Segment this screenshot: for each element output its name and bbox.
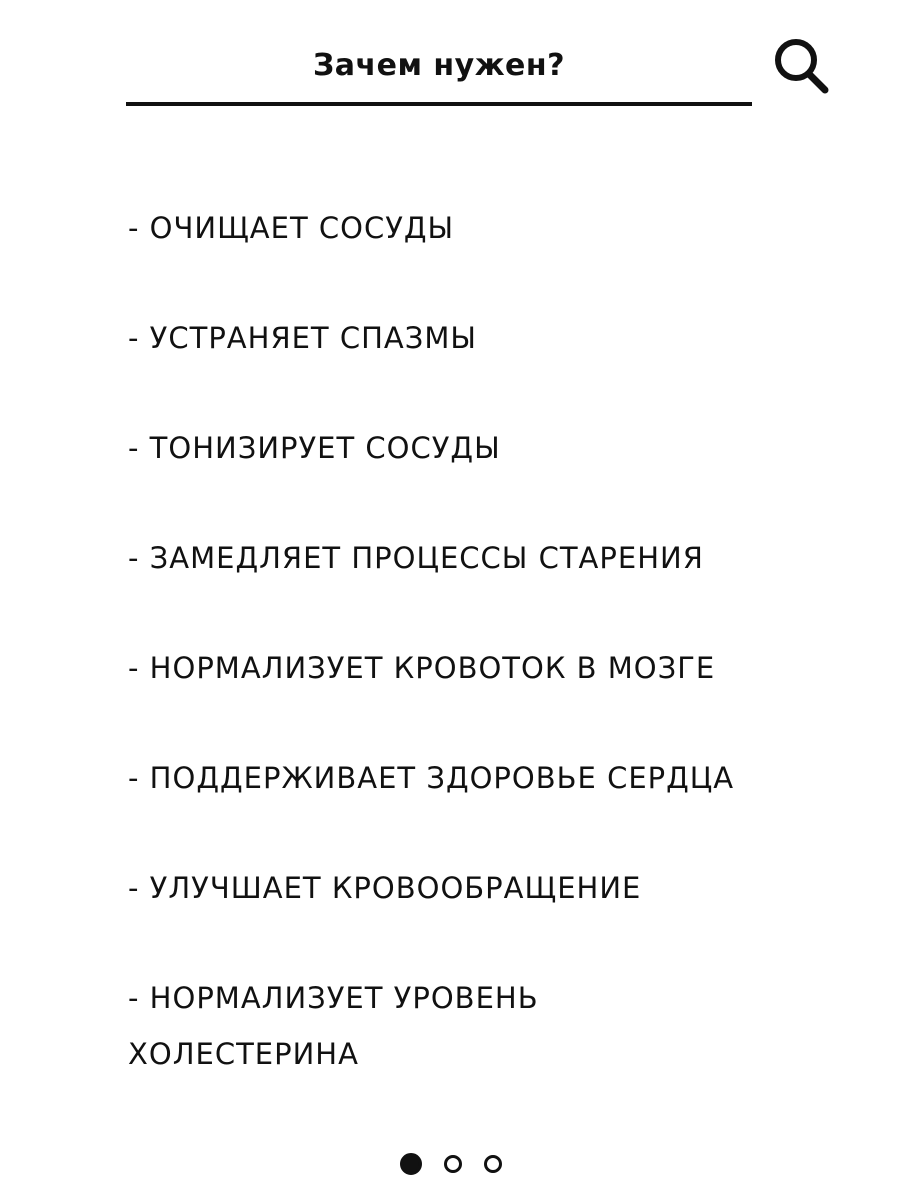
list-item: - ПОДДЕРЖИВАЕТ ЗДОРОВЬЕ СЕРДЦА (128, 761, 735, 795)
header (126, 36, 752, 108)
list-item: - НОРМАЛИЗУЕТ КРОВОТОК В МОЗГЕ (128, 651, 716, 685)
list-item: - НОРМАЛИЗУЕТ УРОВЕНЬ ХОЛЕСТЕРИНА (128, 981, 539, 1071)
list-item: - УСТРАНЯЕТ СПАЗМЫ (128, 321, 477, 355)
list-item: - ОЧИЩАЕТ СОСУДЫ (128, 211, 455, 245)
search-button[interactable] (770, 32, 840, 98)
pagination-dot-2[interactable] (444, 1155, 462, 1173)
pagination-dot-3[interactable] (484, 1155, 502, 1173)
page-title: Зачем нужен? (312, 48, 566, 83)
list-item: - УЛУЧШАЕТ КРОВООБРАЩЕНИЕ (128, 871, 642, 905)
list-item: - ЗАМЕДЛЯЕТ ПРОЦЕССЫ СТАРЕНИЯ (128, 541, 704, 575)
title-underline (126, 102, 752, 106)
list-item: - ТОНИЗИРУЕТ СОСУДЫ (128, 431, 501, 465)
pagination-dots (400, 1152, 520, 1176)
pagination-dot-1[interactable] (400, 1153, 422, 1175)
search-icon (770, 32, 840, 98)
benefits-list (128, 200, 828, 1136)
